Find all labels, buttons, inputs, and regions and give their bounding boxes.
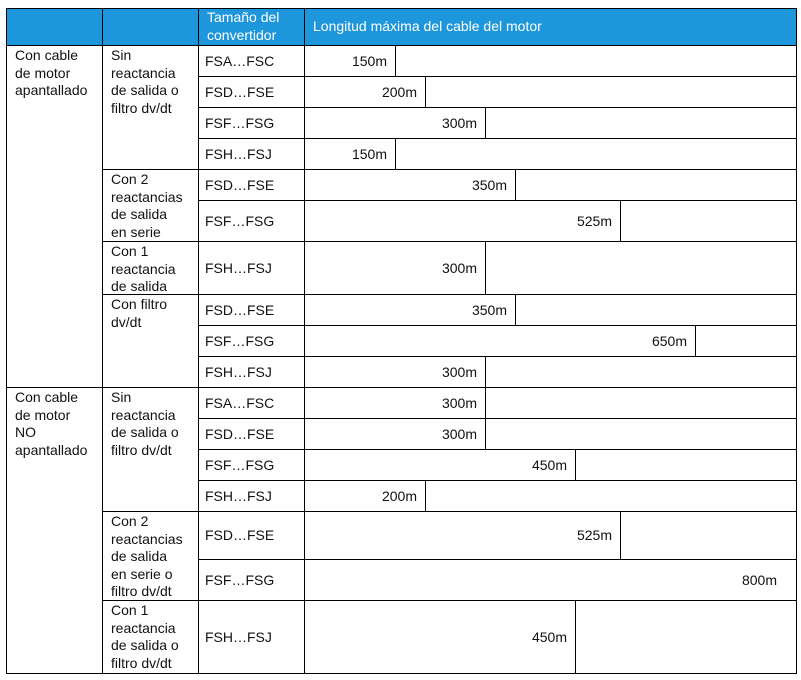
length-cell xyxy=(305,450,797,481)
configuration-cell: Con 2 reactancias de salida en serie xyxy=(103,170,199,242)
header-cell-length xyxy=(305,8,797,46)
length-cell xyxy=(305,357,797,388)
size-label: FSD…FSE xyxy=(205,176,275,193)
configuration-cell: Con 2 reactancias de salida en serie o filtro dv/dt xyxy=(103,512,199,601)
length-bar xyxy=(305,170,516,200)
length-bar xyxy=(305,481,426,511)
size-label: FSH…FSJ xyxy=(205,363,272,380)
header-cell-size xyxy=(199,8,305,46)
length-bar xyxy=(305,77,426,107)
size-cell xyxy=(199,170,305,201)
configuration-cell: Sin reactancia de salida o filtro dv/dt xyxy=(103,388,199,512)
size-label: FSA…FSC xyxy=(205,52,275,69)
size-cell xyxy=(199,601,305,674)
length-cell xyxy=(305,481,797,512)
length-bar xyxy=(305,108,486,138)
size-cell xyxy=(199,77,305,108)
length-value: 450m xyxy=(531,628,567,645)
length-cell xyxy=(305,170,797,201)
length-value: 300m xyxy=(441,394,477,411)
size-label: FSF…FSG xyxy=(205,114,275,131)
length-cell xyxy=(305,388,797,419)
length-bar xyxy=(305,450,576,480)
length-value: 300m xyxy=(441,363,477,380)
length-bar xyxy=(305,560,786,600)
header-size-label: Tamaño del convertidor xyxy=(207,9,280,43)
size-label: FSD…FSE xyxy=(205,301,275,318)
size-label: FSH…FSJ xyxy=(205,487,272,504)
length-cell xyxy=(305,601,797,674)
length-bar xyxy=(305,419,486,449)
length-value: 525m xyxy=(576,527,612,543)
length-value: 200m xyxy=(381,487,417,504)
header-cell-cable-type xyxy=(6,8,103,46)
length-value: 800m xyxy=(741,571,777,588)
length-bar xyxy=(305,512,621,559)
length-bar xyxy=(305,388,486,418)
configuration-cell: Con 1 reactancia de salida xyxy=(103,242,199,295)
length-cell xyxy=(305,108,797,139)
size-label: FSD…FSE xyxy=(205,83,275,100)
length-cell xyxy=(305,295,797,326)
length-bar xyxy=(305,201,621,241)
size-label: FSF…FSG xyxy=(205,332,275,349)
size-cell xyxy=(199,357,305,388)
length-value: 150m xyxy=(351,145,387,162)
size-label: FSH…FSJ xyxy=(205,145,272,162)
size-cell xyxy=(199,108,305,139)
length-value: 650m xyxy=(651,332,687,349)
length-value: 300m xyxy=(441,259,477,276)
size-cell xyxy=(199,139,305,170)
length-bar xyxy=(305,242,486,294)
length-value: 300m xyxy=(441,425,477,442)
length-cell xyxy=(305,419,797,450)
header-length-label: Longitud máxima del cable del motor xyxy=(313,18,542,34)
size-label: FSD…FSE xyxy=(205,425,275,442)
length-value: 350m xyxy=(471,176,507,193)
configuration-cell: Con filtro dv/dt xyxy=(103,295,199,388)
size-label: FSH…FSJ xyxy=(205,259,272,276)
size-cell xyxy=(199,560,305,601)
size-cell xyxy=(199,46,305,77)
length-cell xyxy=(305,201,797,242)
size-cell xyxy=(199,326,305,357)
size-cell xyxy=(199,450,305,481)
length-value: 150m xyxy=(351,52,387,69)
length-value: 350m xyxy=(471,301,507,318)
length-cell xyxy=(305,242,797,295)
configuration-cell: Con 1 reactancia de salida o filtro dv/dt xyxy=(103,601,199,674)
length-bar xyxy=(305,357,486,387)
size-cell xyxy=(199,242,305,295)
size-label: FSA…FSC xyxy=(205,394,275,411)
size-cell xyxy=(199,201,305,242)
size-cell xyxy=(199,481,305,512)
length-cell xyxy=(305,512,797,560)
length-value: 200m xyxy=(381,83,417,100)
length-cell xyxy=(305,46,797,77)
length-bar xyxy=(305,326,696,356)
size-label: FSH…FSJ xyxy=(205,628,272,645)
length-bar xyxy=(305,139,396,169)
configuration-cell: Sin reactancia de salida o filtro dv/dt xyxy=(103,46,199,170)
cable-length-table xyxy=(6,8,797,674)
length-bar xyxy=(305,601,576,673)
length-value: 300m xyxy=(441,114,477,131)
length-cell xyxy=(305,560,797,601)
cable-type-cell: Con cable de motor apantallado xyxy=(6,46,103,388)
size-label: FSD…FSE xyxy=(205,527,275,543)
size-cell xyxy=(199,512,305,560)
size-label: FSF…FSG xyxy=(205,212,275,229)
size-cell xyxy=(199,419,305,450)
cable-type-cell: Con cable de motor NO apantallado xyxy=(6,388,103,674)
size-cell xyxy=(199,388,305,419)
size-cell xyxy=(199,295,305,326)
length-bar xyxy=(305,295,516,325)
length-bar xyxy=(305,46,396,76)
length-cell xyxy=(305,77,797,108)
length-value: 450m xyxy=(531,456,567,473)
size-label: FSF…FSG xyxy=(205,571,275,588)
header-cell-configuration xyxy=(103,8,199,46)
length-cell xyxy=(305,139,797,170)
length-cell xyxy=(305,326,797,357)
length-value: 525m xyxy=(576,212,612,229)
size-label: FSF…FSG xyxy=(205,456,275,473)
